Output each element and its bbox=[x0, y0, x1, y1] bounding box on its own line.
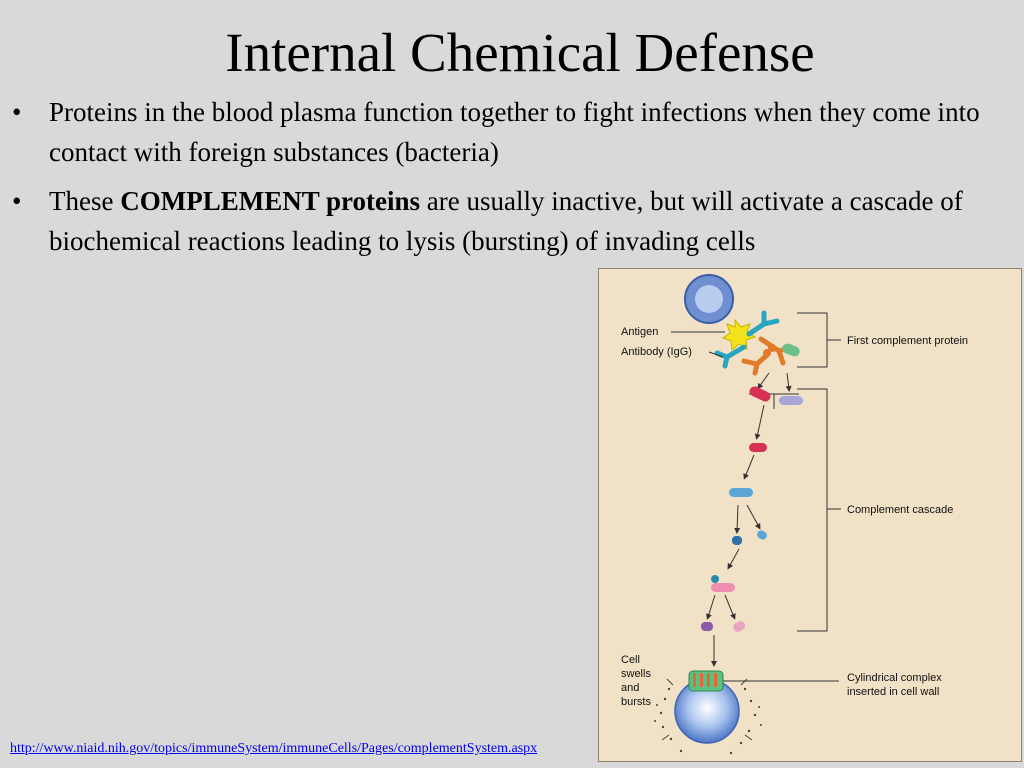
cell-swells-label bbox=[621, 654, 651, 708]
source-link[interactable]: http://www.niaid.nih.gov/topics/immuneSystem/immuneCells/Pages/complementSystem.aspx bbox=[10, 741, 538, 756]
cascade-arrows bbox=[708, 373, 789, 664]
svg-text:and: and bbox=[621, 682, 640, 694]
bullet-bold-term: COMPLEMENT proteins bbox=[120, 186, 420, 216]
svg-text:Cylindrical complex: Cylindrical complex bbox=[847, 672, 942, 684]
cascade-diagram bbox=[599, 269, 1022, 762]
first-protein-label: First complement protein bbox=[847, 335, 969, 347]
cylindrical-complex-label bbox=[847, 672, 942, 698]
bullet-item bbox=[10, 92, 1020, 172]
bullet-text: Proteins in the blood plasma function together to fight infections when they come into contact with foreign substances (bacteria) bbox=[49, 97, 980, 167]
bursting-cell-icon bbox=[654, 671, 762, 754]
cascade-label: Complement cascade bbox=[847, 504, 954, 516]
complement-cascade-figure bbox=[598, 268, 1022, 762]
bacterium-icon bbox=[685, 275, 733, 323]
antigen-label: Antigen bbox=[621, 326, 659, 338]
antibody-label: Antibody (IgG) bbox=[621, 346, 692, 358]
slide-title: Internal Chemical Defense bbox=[225, 22, 815, 83]
svg-text:inserted in cell wall: inserted in cell wall bbox=[847, 686, 940, 698]
antibody-icon bbox=[717, 313, 801, 373]
bullet-text-post: are usually inactive, but will activate a cascade of biochemical reactions leading to lysis (bursting) of invading cells bbox=[49, 186, 963, 256]
bullet-list bbox=[10, 92, 1020, 270]
protein-shapes bbox=[701, 385, 803, 633]
bullet-marker: • bbox=[12, 186, 22, 216]
svg-text:swells: swells bbox=[621, 668, 651, 680]
cascade-bracket bbox=[797, 389, 827, 631]
first-protein-bracket bbox=[797, 313, 827, 367]
bullet-text-pre: These bbox=[49, 186, 121, 216]
bullet-item bbox=[10, 181, 1020, 261]
svg-text:bursts: bursts bbox=[621, 696, 651, 708]
svg-text:Cell: Cell bbox=[621, 654, 640, 666]
bullet-marker: • bbox=[12, 97, 22, 127]
